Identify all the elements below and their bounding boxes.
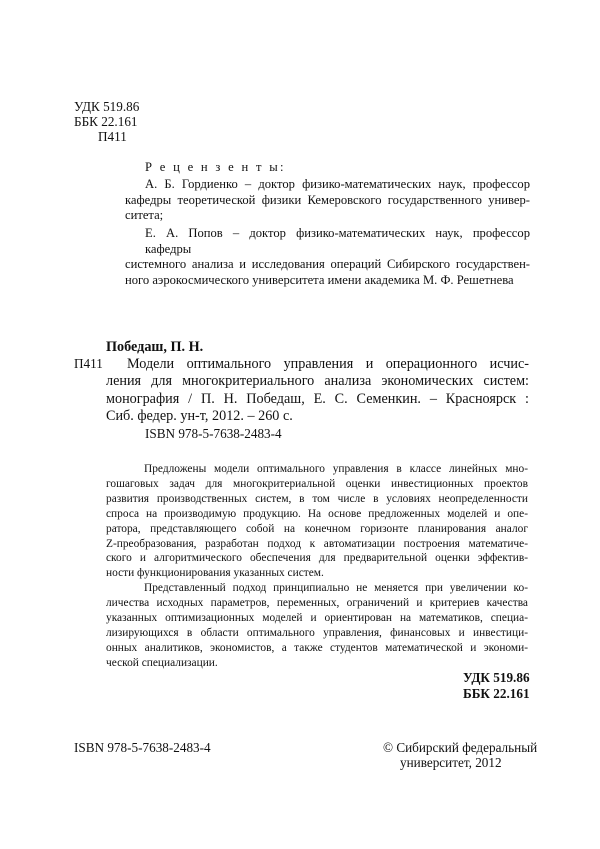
bottom-bbk-code: ББК 22.161	[463, 685, 530, 701]
description-line: монография / П. Н. Победаш, Е. С. Семенкин. – Красноярск :	[106, 390, 529, 407]
description-line: Модели оптимального управления и операционного исчис-	[127, 356, 529, 372]
reviewer-1-line: А. Б. Гордиенко – доктор физико-математических наук, профессор	[145, 177, 530, 191]
abstract-line: развития производственных систем, в том числе в условиях неопределенности	[106, 492, 528, 505]
copyright-block	[383, 740, 537, 770]
abstract-line: Предложены модели оптимального управления в классе линейных мно-	[144, 463, 528, 475]
description-line: Сиб. федер. ун-т, 2012. – 260 с.	[106, 407, 293, 424]
copyright-line-2: университет, 2012	[400, 755, 502, 770]
abstract-line: Z-преобразования, разработан подход к автоматизации построения математиче-	[106, 537, 528, 550]
bibliographic-isbn: ISBN 978-5-7638-2483-4	[145, 426, 282, 441]
abstract-line: указанных оптимизационных моделей и ориентирован на математиков, специа-	[106, 611, 528, 624]
author-heading: Победаш, П. Н.	[106, 339, 204, 355]
bottom-udk-code: УДК 519.86	[463, 670, 530, 685]
abstract-paragraph-2	[106, 581, 528, 670]
abstract-line: ности функционирования указанных систем.	[106, 567, 324, 580]
abstract-line: личества исходных параметров, переменных, ограничений и критериев качества	[106, 596, 528, 609]
abstract-line: ратора, представляющего собой на конечном горизонте планирования аналог	[106, 522, 528, 535]
footer-isbn: ISBN 978-5-7638-2483-4	[74, 740, 211, 755]
abstract-line: онных аналитиков, экономистов, а также студентов математической и экономи-	[106, 641, 528, 654]
abstract-line: ского и алгоритмического обеспечения для предварительной оценки эффектив-	[106, 552, 528, 565]
reviewer-2-line: Е. А. Попов – доктор физико-математических наук, профессор кафедры	[145, 226, 530, 256]
reviewer-2	[125, 226, 530, 288]
reviewer-2-line: системного анализа и исследования операций Сибирского государствен-	[125, 257, 530, 272]
description-line: ления для многокритериального анализа экономических систем:	[106, 373, 529, 390]
abstract-paragraph-1	[106, 462, 528, 581]
abstract-line: лизирующихся в области оптимального управления, финансовых и инвестици-	[106, 626, 528, 639]
reviewer-2-line: ного аэрокосмического университета имени академика М. Ф. Решетнева	[125, 272, 514, 287]
abstract-line: Представленный подход принципиально не меняется при увеличении ко-	[144, 582, 528, 594]
reviewers-heading: Р е ц е н з е н т ы:	[145, 160, 286, 174]
author-mark-code: П411	[98, 129, 127, 144]
bbk-code: ББК 22.161	[74, 114, 138, 129]
bibliographic-description	[106, 356, 529, 425]
bibliographic-code: П411	[74, 356, 103, 371]
reviewer-1-line: кафедры теоретической физики Кемеровского государственного универ-	[125, 192, 530, 207]
copyright-line-1: © Сибирский федеральный	[383, 740, 538, 755]
abstract-line: ческой специализации.	[106, 656, 218, 669]
reviewer-1-line: ситета;	[125, 208, 164, 223]
abstract-line: спроса на производимую продукцию. На основе предложенных моделей и опе-	[106, 507, 528, 520]
udk-code: УДК 519.86	[74, 99, 140, 114]
reviewer-1	[125, 177, 530, 224]
classification-block	[74, 99, 139, 144]
bottom-classification	[463, 670, 530, 701]
abstract-line: гошаговых задач для многокритериальной оценки инвестиционных проектов	[106, 477, 528, 490]
